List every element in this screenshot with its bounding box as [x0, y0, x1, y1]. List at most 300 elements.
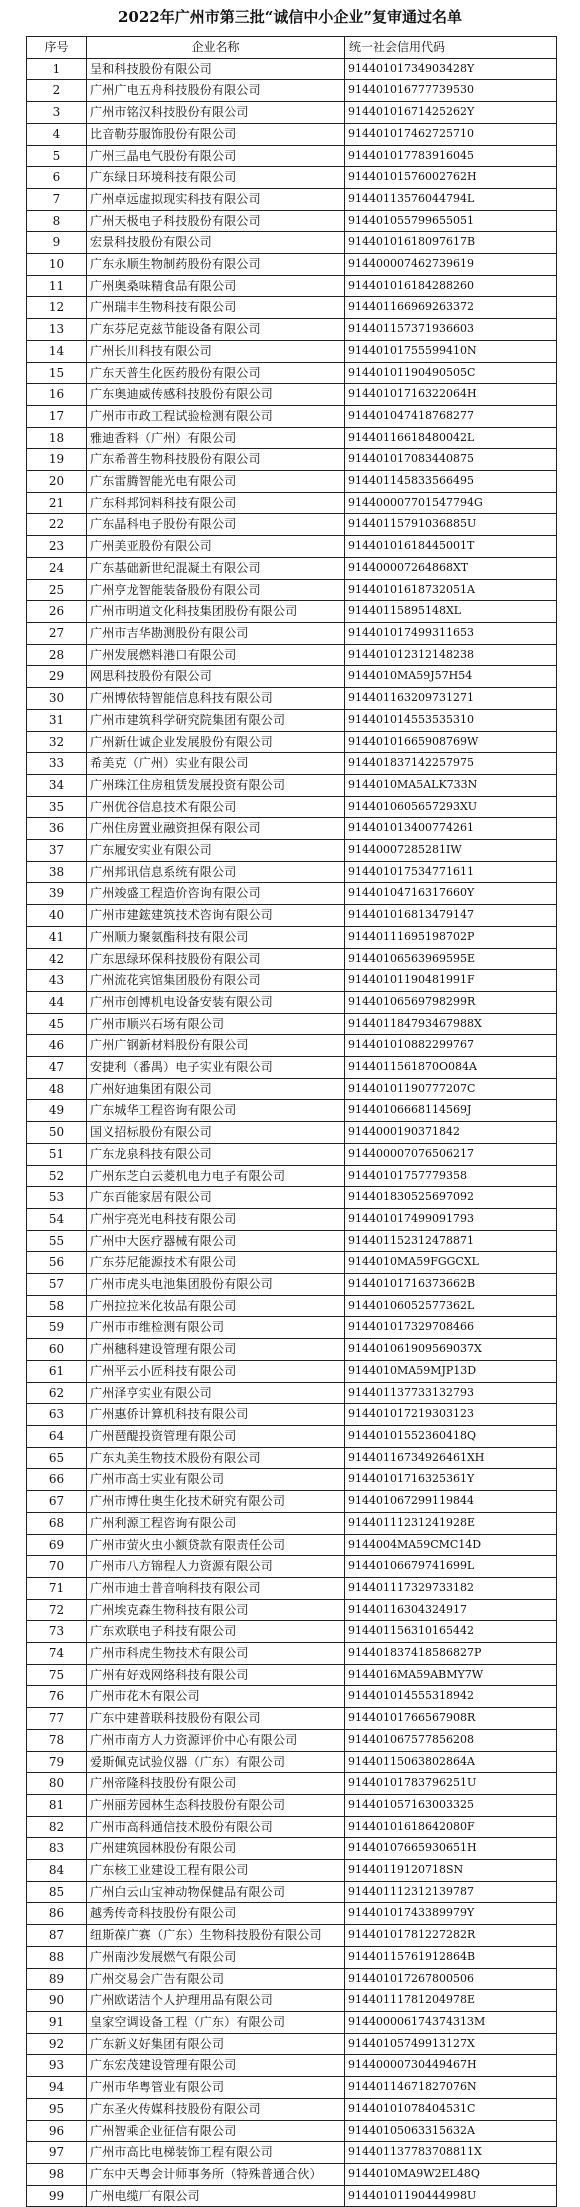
table-row [27, 1295, 557, 1317]
credit-code-cell: 91440101716325361Y [345, 1469, 557, 1491]
table-row [27, 840, 557, 862]
serial-number-cell: 42 [27, 948, 87, 970]
serial-number-cell: 66 [27, 1469, 87, 1491]
table-row [27, 1512, 557, 1534]
table-row [27, 1686, 557, 1708]
serial-number-cell: 30 [27, 688, 87, 710]
table-row [27, 1534, 557, 1556]
credit-code-cell: 914401013400774261 [345, 818, 557, 840]
credit-code-cell: 91440116304324917 [345, 1599, 557, 1621]
serial-number-cell: 49 [27, 1100, 87, 1122]
serial-number-cell: 18 [27, 427, 87, 449]
credit-code-cell: 914401012312148238 [345, 644, 557, 666]
table-row [27, 1208, 557, 1230]
serial-number-cell: 72 [27, 1599, 87, 1621]
serial-number-cell: 47 [27, 1057, 87, 1079]
company-name-cell: 国义招标股份有限公司 [87, 1122, 345, 1144]
company-name-cell: 广州市建鋐建筑技术咨询有限公司 [87, 905, 345, 927]
company-name-cell: 广州好迪集团有限公司 [87, 1078, 345, 1100]
credit-code-cell: 91440111695198702P [345, 926, 557, 948]
company-name-cell: 广东丸美生物技术股份有限公司 [87, 1447, 345, 1469]
serial-number-cell: 29 [27, 666, 87, 688]
table-row [27, 1035, 557, 1057]
table-row [27, 1664, 557, 1686]
company-name-cell: 广州市建筑科学研究院集团有限公司 [87, 709, 345, 731]
credit-code-cell: 91440101552360418Q [345, 1426, 557, 1448]
table-row [27, 1013, 557, 1035]
credit-code-cell: 914401137783708811X [345, 2142, 557, 2164]
serial-number-cell: 96 [27, 2120, 87, 2142]
company-name-cell: 广州智乘企业征信有限公司 [87, 2120, 345, 2142]
serial-number-cell: 93 [27, 2055, 87, 2077]
serial-number-cell: 3 [27, 102, 87, 124]
table-row [27, 514, 557, 536]
serial-number-cell: 61 [27, 1360, 87, 1382]
credit-code-cell: 914400006174374313M [345, 2011, 557, 2033]
serial-number-cell: 11 [27, 275, 87, 297]
company-name-cell: 广东思绿环保科技股份有限公司 [87, 948, 345, 970]
table-row [27, 384, 557, 406]
credit-code-cell: 914400007462739619 [345, 254, 557, 276]
company-name-cell: 广州住房置业融资担保有限公司 [87, 818, 345, 840]
table-row [27, 2011, 557, 2033]
serial-number-cell: 34 [27, 774, 87, 796]
serial-number-cell: 68 [27, 1512, 87, 1534]
serial-number-cell: 98 [27, 2163, 87, 2185]
credit-code-cell: 91440101190777207C [345, 1078, 557, 1100]
credit-code-cell: 9144011561870O084A [345, 1057, 557, 1079]
serial-number-cell: 48 [27, 1078, 87, 1100]
credit-code-cell: 914401016813479147 [345, 905, 557, 927]
serial-number-cell: 58 [27, 1295, 87, 1317]
table-row [27, 818, 557, 840]
company-name-cell: 广州平云小匠科技有限公司 [87, 1360, 345, 1382]
credit-code-cell: 9144010MA59MJP13D [345, 1360, 557, 1382]
company-name-cell: 广州交易会广告有限公司 [87, 1968, 345, 1990]
serial-number-cell: 19 [27, 449, 87, 471]
table-row [27, 688, 557, 710]
company-name-cell: 广州南沙发展燃气有限公司 [87, 1946, 345, 1968]
credit-code-cell: 91440101766567908R [345, 1708, 557, 1730]
credit-code-cell: 91440101665908769W [345, 731, 557, 753]
table-row [27, 145, 557, 167]
company-name-cell: 广州卓远虚拟现实科技有限公司 [87, 188, 345, 210]
company-name-cell: 网思科技股份有限公司 [87, 666, 345, 688]
company-name-cell: 广州欧诺洁个人护理用品有限公司 [87, 1990, 345, 2012]
company-name-cell: 广州琶醍投资管理有限公司 [87, 1426, 345, 1448]
company-name-cell: 广东绿日环境科技有限公司 [87, 167, 345, 189]
company-name-cell: 广州埃克森生物科技有限公司 [87, 1599, 345, 1621]
header-serial-number: 序号 [27, 37, 87, 59]
table-row [27, 1447, 557, 1469]
serial-number-cell: 53 [27, 1187, 87, 1209]
company-name-cell: 广州广电五舟科技股份有限公司 [87, 80, 345, 102]
company-name-cell: 广东百能家居有限公司 [87, 1187, 345, 1209]
credit-code-cell: 914401156310165442 [345, 1621, 557, 1643]
credit-code-cell: 91440101618445001T [345, 536, 557, 558]
table-row [27, 1751, 557, 1773]
serial-number-cell: 75 [27, 1664, 87, 1686]
table-row [27, 449, 557, 471]
table-row [27, 796, 557, 818]
serial-number-cell: 5 [27, 145, 87, 167]
table-row [27, 427, 557, 449]
table-body [27, 58, 557, 2207]
table-row [27, 1621, 557, 1643]
company-name-cell: 广州市花木有限公司 [87, 1686, 345, 1708]
serial-number-cell: 10 [27, 254, 87, 276]
serial-number-cell: 94 [27, 2077, 87, 2099]
table-row [27, 731, 557, 753]
table-row [27, 1339, 557, 1361]
company-name-cell: 广州市华粤管业有限公司 [87, 2077, 345, 2099]
table-row [27, 2055, 557, 2077]
table-row [27, 1360, 557, 1382]
table-row [27, 622, 557, 644]
company-name-cell: 广州拉拉米化妆品有限公司 [87, 1295, 345, 1317]
company-name-cell: 广州市创博机电设备安装有限公司 [87, 991, 345, 1013]
company-name-cell: 广州市高士实业有限公司 [87, 1469, 345, 1491]
company-name-cell: 广州竣盛工程造价咨询有限公司 [87, 883, 345, 905]
company-name-cell: 广东宏茂建设管理有限公司 [87, 2055, 345, 2077]
company-name-cell: 广州丽芳园林生态科技股份有限公司 [87, 1794, 345, 1816]
table-row [27, 471, 557, 493]
company-name-cell: 广东科邦饲料科技有限公司 [87, 492, 345, 514]
credit-code-cell: 914401014555318942 [345, 1686, 557, 1708]
table-row [27, 991, 557, 1013]
company-name-cell: 广东中建普联科技股份有限公司 [87, 1708, 345, 1730]
table-row [27, 319, 557, 341]
company-name-cell: 广州邦讯信息系统有限公司 [87, 861, 345, 883]
table-row [27, 861, 557, 883]
company-name-cell: 广州泽亨实业有限公司 [87, 1382, 345, 1404]
serial-number-cell: 21 [27, 492, 87, 514]
company-name-cell: 广州优谷信息技术有限公司 [87, 796, 345, 818]
serial-number-cell: 12 [27, 297, 87, 319]
company-name-cell: 广州珠江住房租赁发展投资有限公司 [87, 774, 345, 796]
table-row [27, 948, 557, 970]
company-name-cell: 雅迪香料（广州）有限公司 [87, 427, 345, 449]
credit-code-cell: 9144000190371842 [345, 1122, 557, 1144]
company-name-cell: 广东新义好集团有限公司 [87, 2033, 345, 2055]
company-name-cell: 宏景科技股份有限公司 [87, 232, 345, 254]
credit-code-cell: 91440101078404531C [345, 2098, 557, 2120]
serial-number-cell: 20 [27, 471, 87, 493]
credit-code-cell: 914401055799655051 [345, 210, 557, 232]
serial-number-cell: 37 [27, 840, 87, 862]
table-row [27, 1794, 557, 1816]
serial-number-cell: 82 [27, 1816, 87, 1838]
credit-code-cell: 91440115895148XL [345, 601, 557, 623]
table-row [27, 1946, 557, 1968]
credit-code-cell: 914401137733132793 [345, 1382, 557, 1404]
credit-code-cell: 914400007701547794G [345, 492, 557, 514]
company-name-cell: 广东圣火传媒科技股份有限公司 [87, 2098, 345, 2120]
table-row [27, 644, 557, 666]
table-row [27, 1382, 557, 1404]
table-row [27, 210, 557, 232]
serial-number-cell: 35 [27, 796, 87, 818]
credit-code-cell: 9144010MA5ALK733N [345, 774, 557, 796]
table-row [27, 1816, 557, 1838]
company-name-cell: 广州市明道文化科技集团股份有限公司 [87, 601, 345, 623]
serial-number-cell: 95 [27, 2098, 87, 2120]
serial-number-cell: 97 [27, 2142, 87, 2164]
serial-number-cell: 43 [27, 970, 87, 992]
company-name-cell: 广州市铭汉科技股份有限公司 [87, 102, 345, 124]
serial-number-cell: 86 [27, 1903, 87, 1925]
company-name-cell: 广东雷腾智能光电有限公司 [87, 471, 345, 493]
serial-number-cell: 55 [27, 1230, 87, 1252]
serial-number-cell: 57 [27, 1274, 87, 1296]
serial-number-cell: 8 [27, 210, 87, 232]
company-name-cell: 广东中天粤会计师事务所（特殊普通合伙） [87, 2163, 345, 2185]
credit-code-cell: 914401166969263372 [345, 297, 557, 319]
credit-code-cell: 914401017499311653 [345, 622, 557, 644]
company-name-cell: 广州市虎头电池集团股份有限公司 [87, 1274, 345, 1296]
credit-code-cell: 914401152312478871 [345, 1230, 557, 1252]
credit-code-cell: 91440101743389979Y [345, 1903, 557, 1925]
company-name-cell: 广州新仕诚企业发展股份有限公司 [87, 731, 345, 753]
credit-code-cell: 91440101190490505C [345, 362, 557, 384]
credit-code-cell: 91440115063802864A [345, 1751, 557, 1773]
serial-number-cell: 31 [27, 709, 87, 731]
serial-number-cell: 36 [27, 818, 87, 840]
serial-number-cell: 65 [27, 1447, 87, 1469]
serial-number-cell: 83 [27, 1838, 87, 1860]
credit-code-cell: 91440101755599410N [345, 340, 557, 362]
table-row [27, 2185, 557, 2207]
company-name-cell: 广州市高科通信技术股份有限公司 [87, 1816, 345, 1838]
serial-number-cell: 74 [27, 1643, 87, 1665]
serial-number-cell: 54 [27, 1208, 87, 1230]
serial-number-cell: 80 [27, 1773, 87, 1795]
company-name-cell: 广州白云山宝神动物保健品有限公司 [87, 1881, 345, 1903]
serial-number-cell: 90 [27, 1990, 87, 2012]
table-row [27, 1317, 557, 1339]
header-company-name: 企业名称 [87, 37, 345, 59]
table-row [27, 275, 557, 297]
serial-number-cell: 45 [27, 1013, 87, 1035]
table-row [27, 579, 557, 601]
serial-number-cell: 9 [27, 232, 87, 254]
table-row [27, 1773, 557, 1795]
company-name-cell: 广州市高比电梯装饰工程有限公司 [87, 2142, 345, 2164]
serial-number-cell: 78 [27, 1729, 87, 1751]
credit-code-cell: 91440101716322064H [345, 384, 557, 406]
credit-code-cell: 914401047418768277 [345, 405, 557, 427]
table-row [27, 753, 557, 775]
company-name-cell: 呈和科技股份有限公司 [87, 58, 345, 80]
credit-code-cell: 91440111781204978E [345, 1990, 557, 2012]
credit-code-cell: 91440101781227282R [345, 1925, 557, 1947]
company-name-cell: 广州市南方人力资源评价中心有限公司 [87, 1729, 345, 1751]
serial-number-cell: 15 [27, 362, 87, 384]
company-name-cell: 广州市八方锦程人力资源有限公司 [87, 1556, 345, 1578]
table-row [27, 1990, 557, 2012]
credit-code-cell: 91440114671827076N [345, 2077, 557, 2099]
company-name-cell: 广东芬尼克兹节能设备有限公司 [87, 319, 345, 341]
company-name-cell: 广州惠侨计算机科技有限公司 [87, 1404, 345, 1426]
company-name-cell: 广东晶科电子股份有限公司 [87, 514, 345, 536]
company-name-cell: 广州市迪士普音响科技有限公司 [87, 1577, 345, 1599]
serial-number-cell: 51 [27, 1143, 87, 1165]
serial-number-cell: 24 [27, 557, 87, 579]
company-name-cell: 广东欢联电子科技有限公司 [87, 1621, 345, 1643]
company-name-cell: 广州市科虎生物技术有限公司 [87, 1643, 345, 1665]
credit-code-cell: 91440119120718SN [345, 1860, 557, 1882]
company-name-cell: 广州有好戏网络科技有限公司 [87, 1664, 345, 1686]
credit-code-cell: 9144010MA59J57H54 [345, 666, 557, 688]
company-name-cell: 广州奥桑味精食品有限公司 [87, 275, 345, 297]
credit-code-cell: 914401157371936603 [345, 319, 557, 341]
credit-code-cell: 91440104716317660Y [345, 883, 557, 905]
serial-number-cell: 40 [27, 905, 87, 927]
credit-code-cell: 91440101618732051A [345, 579, 557, 601]
company-name-cell: 广东希普生物科技股份有限公司 [87, 449, 345, 471]
company-name-cell: 广东芬尼能源技术有限公司 [87, 1252, 345, 1274]
credit-code-cell: 91440101757779358 [345, 1165, 557, 1187]
serial-number-cell: 92 [27, 2033, 87, 2055]
credit-code-cell: 914401016184288260 [345, 275, 557, 297]
serial-number-cell: 56 [27, 1252, 87, 1274]
table-row [27, 1252, 557, 1274]
serial-number-cell: 81 [27, 1794, 87, 1816]
serial-number-cell: 50 [27, 1122, 87, 1144]
serial-number-cell: 33 [27, 753, 87, 775]
table-row [27, 1708, 557, 1730]
serial-number-cell: 87 [27, 1925, 87, 1947]
company-name-cell: 广州广钢新材料股份有限公司 [87, 1035, 345, 1057]
table-row [27, 1469, 557, 1491]
company-name-cell: 纽斯葆广赛（广东）生物科技股份有限公司 [87, 1925, 345, 1947]
company-name-cell: 广州建筑园林股份有限公司 [87, 1838, 345, 1860]
credit-code-cell: 914401017783916045 [345, 145, 557, 167]
credit-code-cell: 914401145833566495 [345, 471, 557, 493]
company-name-cell: 广州流花宾馆集团股份有限公司 [87, 970, 345, 992]
credit-code-cell: 914401057163003325 [345, 1794, 557, 1816]
table-row [27, 1556, 557, 1578]
table-row [27, 883, 557, 905]
serial-number-cell: 63 [27, 1404, 87, 1426]
company-name-cell: 广州博依特智能信息科技有限公司 [87, 688, 345, 710]
table-row [27, 2033, 557, 2055]
credit-code-cell: 91440101618097617B [345, 232, 557, 254]
table-row [27, 1925, 557, 1947]
serial-number-cell: 25 [27, 579, 87, 601]
serial-number-cell: 28 [27, 644, 87, 666]
table-row [27, 1881, 557, 1903]
credit-code-cell: 914400007076506217 [345, 1143, 557, 1165]
serial-number-cell: 91 [27, 2011, 87, 2033]
company-name-cell: 广州市市维检测有限公司 [87, 1317, 345, 1339]
serial-number-cell: 88 [27, 1946, 87, 1968]
table-row [27, 1426, 557, 1448]
credit-code-cell: 91440106668114569J [345, 1100, 557, 1122]
table-row [27, 167, 557, 189]
company-name-cell: 广州发展燃料港口有限公司 [87, 644, 345, 666]
credit-code-cell: 91440101576002762H [345, 167, 557, 189]
credit-code-cell: 914401017083440875 [345, 449, 557, 471]
credit-code-cell: 914400007264868XT [345, 557, 557, 579]
table-row [27, 1143, 557, 1165]
serial-number-cell: 89 [27, 1968, 87, 1990]
table-row [27, 666, 557, 688]
serial-number-cell: 70 [27, 1556, 87, 1578]
credit-code-cell: 91440107665930651H [345, 1838, 557, 1860]
company-name-cell: 越秀传奇科技股份有限公司 [87, 1903, 345, 1925]
table-row [27, 1599, 557, 1621]
serial-number-cell: 41 [27, 926, 87, 948]
credit-code-cell: 9144010MA9W2EL48Q [345, 2163, 557, 2185]
credit-code-cell: 914401016777739530 [345, 80, 557, 102]
credit-code-cell: 914401061909569037X [345, 1339, 557, 1361]
credit-code-cell: 91440101783796251U [345, 1773, 557, 1795]
serial-number-cell: 22 [27, 514, 87, 536]
company-name-cell: 广东天普生化医药股份有限公司 [87, 362, 345, 384]
serial-number-cell: 67 [27, 1491, 87, 1513]
table-row [27, 2098, 557, 2120]
table-row [27, 1100, 557, 1122]
table-header-row [27, 37, 557, 59]
credit-code-cell: 914401067577856208 [345, 1729, 557, 1751]
table-row [27, 1057, 557, 1079]
credit-code-cell: 91440101671425262Y [345, 102, 557, 124]
credit-code-cell: 914401067299119844 [345, 1491, 557, 1513]
table-row [27, 1729, 557, 1751]
company-name-cell: 广东龙泉科技有限公司 [87, 1143, 345, 1165]
company-name-cell: 广东履安实业有限公司 [87, 840, 345, 862]
credit-code-cell: 914401017267800506 [345, 1968, 557, 1990]
table-row [27, 340, 557, 362]
company-name-cell: 广州市博仕奥生化技术研究有限公司 [87, 1491, 345, 1513]
table-row [27, 601, 557, 623]
table-row [27, 58, 557, 80]
credit-code-cell: 91440007285281IW [345, 840, 557, 862]
serial-number-cell: 4 [27, 123, 87, 145]
credit-code-cell: 9144010MA59FGGCXL [345, 1252, 557, 1274]
table-row [27, 102, 557, 124]
credit-code-cell: 91440000730449467H [345, 2055, 557, 2077]
credit-code-cell: 91440113576044794L [345, 188, 557, 210]
table-row [27, 1187, 557, 1209]
table-row [27, 1230, 557, 1252]
company-name-cell: 广州市顺兴石场有限公司 [87, 1013, 345, 1035]
company-name-cell: 安捷利（番禺）电子实业有限公司 [87, 1057, 345, 1079]
serial-number-cell: 79 [27, 1751, 87, 1773]
table-row [27, 492, 557, 514]
company-name-cell: 广州三晶电气股份有限公司 [87, 145, 345, 167]
credit-code-cell: 91440116618480042L [345, 427, 557, 449]
table-row [27, 1122, 557, 1144]
company-name-cell: 广东基础新世纪混凝土有限公司 [87, 557, 345, 579]
company-name-cell: 广州利源工程咨询有限公司 [87, 1512, 345, 1534]
serial-number-cell: 6 [27, 167, 87, 189]
credit-code-cell: 91440116734926461XH [345, 1447, 557, 1469]
table-row [27, 80, 557, 102]
credit-code-cell: 9144016MA59ABMY7W [345, 1664, 557, 1686]
company-name-cell: 广州瑞丰生物科技有限公司 [87, 297, 345, 319]
credit-code-cell: 91440111231241928E [345, 1512, 557, 1534]
credit-code-cell: 91440106569798299R [345, 991, 557, 1013]
table-row [27, 557, 557, 579]
credit-code-cell: 91440101190444998U [345, 2185, 557, 2207]
table-row [27, 405, 557, 427]
company-name-cell: 广州东芝白云菱机电力电子有限公司 [87, 1165, 345, 1187]
serial-number-cell: 7 [27, 188, 87, 210]
table-row [27, 254, 557, 276]
credit-code-cell: 914401184793467988X [345, 1013, 557, 1035]
